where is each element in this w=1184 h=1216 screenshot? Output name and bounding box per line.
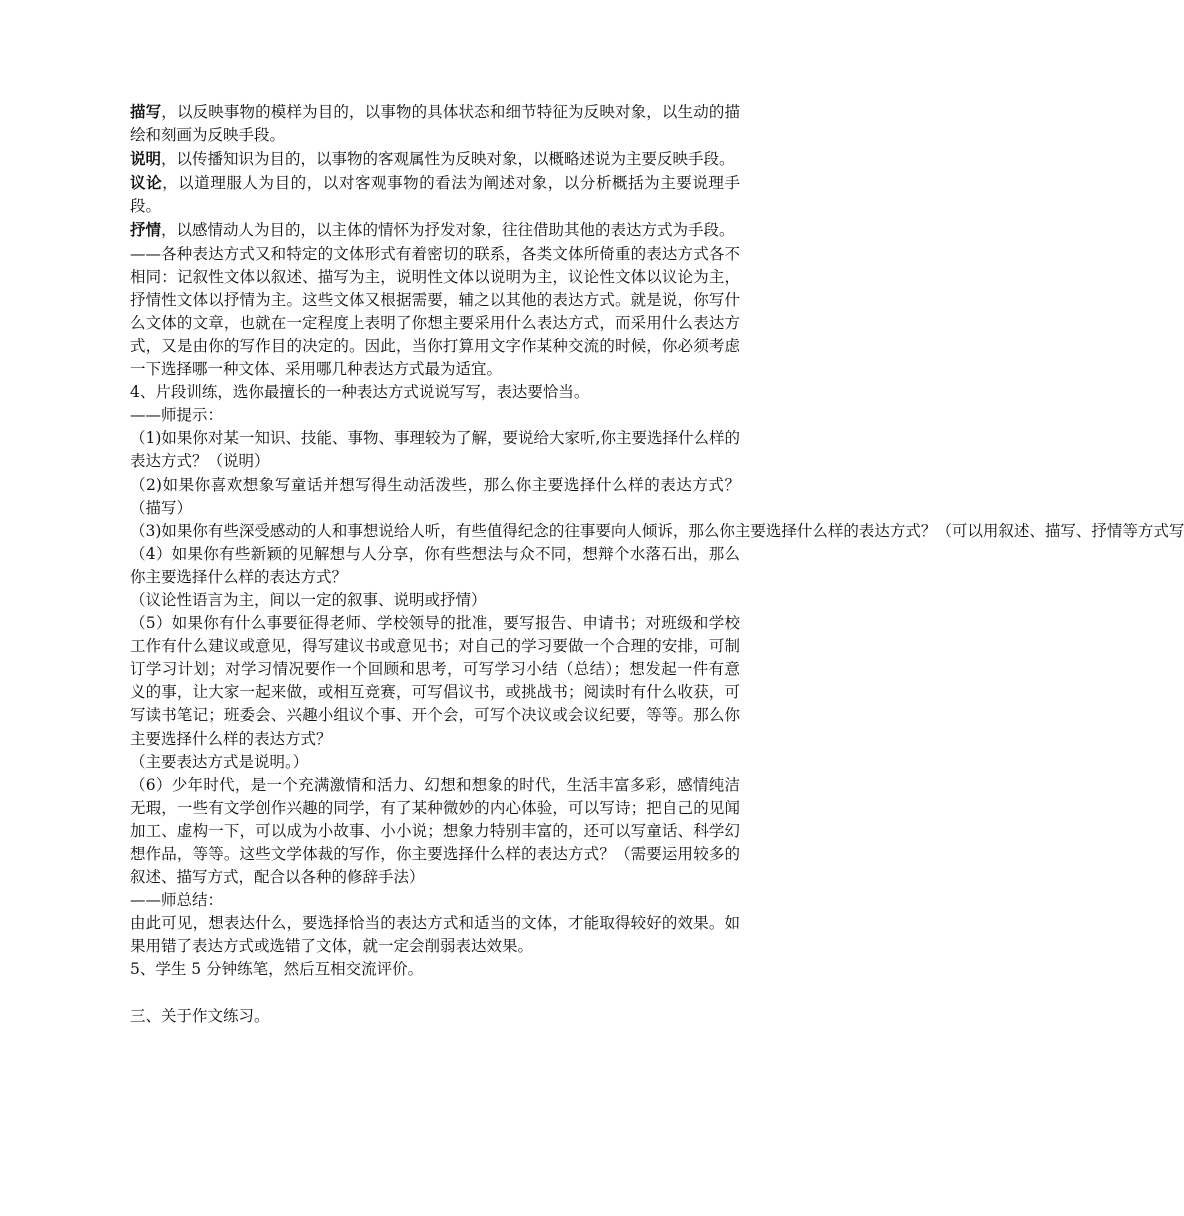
section-3-heading: 三、关于作文练习。 bbox=[130, 1006, 270, 1025]
term-description: 描写 bbox=[130, 102, 162, 121]
definition-lyric bbox=[130, 218, 740, 242]
hint-item: （主要表达方式是说明。） bbox=[130, 752, 309, 771]
hint-item: （4）如果你有些新颖的见解想与人分享，你有些想法与众不同，想辩个水落石出，那么你主要选择什么样的表达方式？ bbox=[130, 544, 740, 586]
term-lyric: 抒情 bbox=[130, 220, 162, 240]
hint-item: （2)如果你喜欢想象写童话并想写得生动活泼些，那么你主要选择什么样的表达方式？（描写） bbox=[130, 475, 740, 517]
section-5-title: 5、学生 5 分钟练笔，然后互相交流评价。 bbox=[130, 960, 424, 979]
definition-explanation bbox=[130, 147, 740, 171]
blank-line bbox=[130, 982, 740, 1005]
hint-item: （1)如果你对某一知识、技能、事物、事理较为了解，要说给大家听,你主要选择什么样的表达方式？（说明） bbox=[130, 429, 740, 471]
hint-item: （3)如果你有些深受感动的人和事想说给人听，有些值得纪念的往事要向人倾诉，那么你主要选择什么样的表达方式？（可以用叙述、描写、抒情等方式写 bbox=[130, 521, 1184, 540]
teacher-summary-label: ——师总结： bbox=[130, 891, 224, 910]
conclusion-paragraph: 由此可见，想表达什么，要选择恰当的表达方式和适当的文体，才能取得较好的效果。如果用错了表达方式或选错了文体，就一定会削弱表达效果。 bbox=[130, 914, 740, 956]
definition-text: ，以反映事物的模样为目的，以事物的具体状态和细节特征为反映对象，以生动的描绘和刻画为反映手段。 bbox=[130, 103, 740, 145]
definition-text: ，以道理服人为目的，以对客观事物的看法为阐述对象，以分析概括为主要说理手段。 bbox=[130, 174, 740, 216]
definition-argument bbox=[130, 171, 740, 218]
document-page bbox=[130, 100, 1184, 1028]
definition-description bbox=[130, 100, 740, 147]
term-explanation: 说明 bbox=[130, 149, 162, 169]
term-argument: 议论 bbox=[130, 173, 163, 193]
hint-item: （5）如果你有什么事要征得老师、学校领导的批准，要写报告、申请书；对班级和学校工作有什么建议或意见，得写建议书或意见书；对自己的学习要做一个合理的安排，可制订学习计划；对学习情况要作一个回顾和思考，可写学习小结（总结）；想发起一件有意义的事，让大家一起来做，或相互竞赛，可写倡议书，或挑战书；阅读时有什么收获，可写读书笔记；班委会、兴趣小组议个事、开个会，可写个决议或会议纪要，等等。那么你主要选择什么样的表达方式？ bbox=[130, 614, 740, 748]
definition-text: ，以感情动人为目的，以主体的情怀为抒发对象，往往借助其他的表达方式为手段。 bbox=[161, 221, 735, 240]
hint-item: （议论性语言为主，间以一定的叙事、说明或抒情） bbox=[130, 590, 487, 609]
section-4-title: 4、片段训练，选你最擅长的一种表达方式说说写写，表达要恰当。 bbox=[130, 383, 590, 402]
summary-paragraph: ——各种表达方式又和特定的文体形式有着密切的联系，各类文体所倚重的表达方式各不相同：记叙性文体以叙述、描写为主，说明性文体以说明为主，议论性文体以议论为主，抒情性文体以抒情为主。这些文体又根据需要，辅之以其他的表达方式。就是说，你写什么文体的文章，也就在一定程度上表明了你想主要采用什么表达方式，而采用什么表达方式，又是由你的写作目的决定的。因此，当你打算用文字作某种交流的时候，你必须考虑一下选择哪一种文体、采用哪几种表达方式最为适宜。 bbox=[130, 244, 740, 379]
hint-item: （6）少年时代，是一个充满激情和活力、幻想和想象的时代，生活丰富多彩，感情纯洁无瑕，一些有文学创作兴趣的同学，有了某种微妙的内心体验，可以写诗；把自己的见闻加工、虚构一下，可以成为小故事、小小说；想象力特别丰富的，还可以写童话、科学幻想作品，等等。这些文学体裁的写作，你主要选择什么样的表达方式？（需要运用较多的叙述、描写方式，配合以各种的修辞手法） bbox=[130, 775, 740, 887]
definition-text: ，以传播知识为目的，以事物的客观属性为反映对象，以概略述说为主要反映手段。 bbox=[161, 150, 735, 169]
teacher-hint-label: ——师提示： bbox=[130, 406, 224, 425]
